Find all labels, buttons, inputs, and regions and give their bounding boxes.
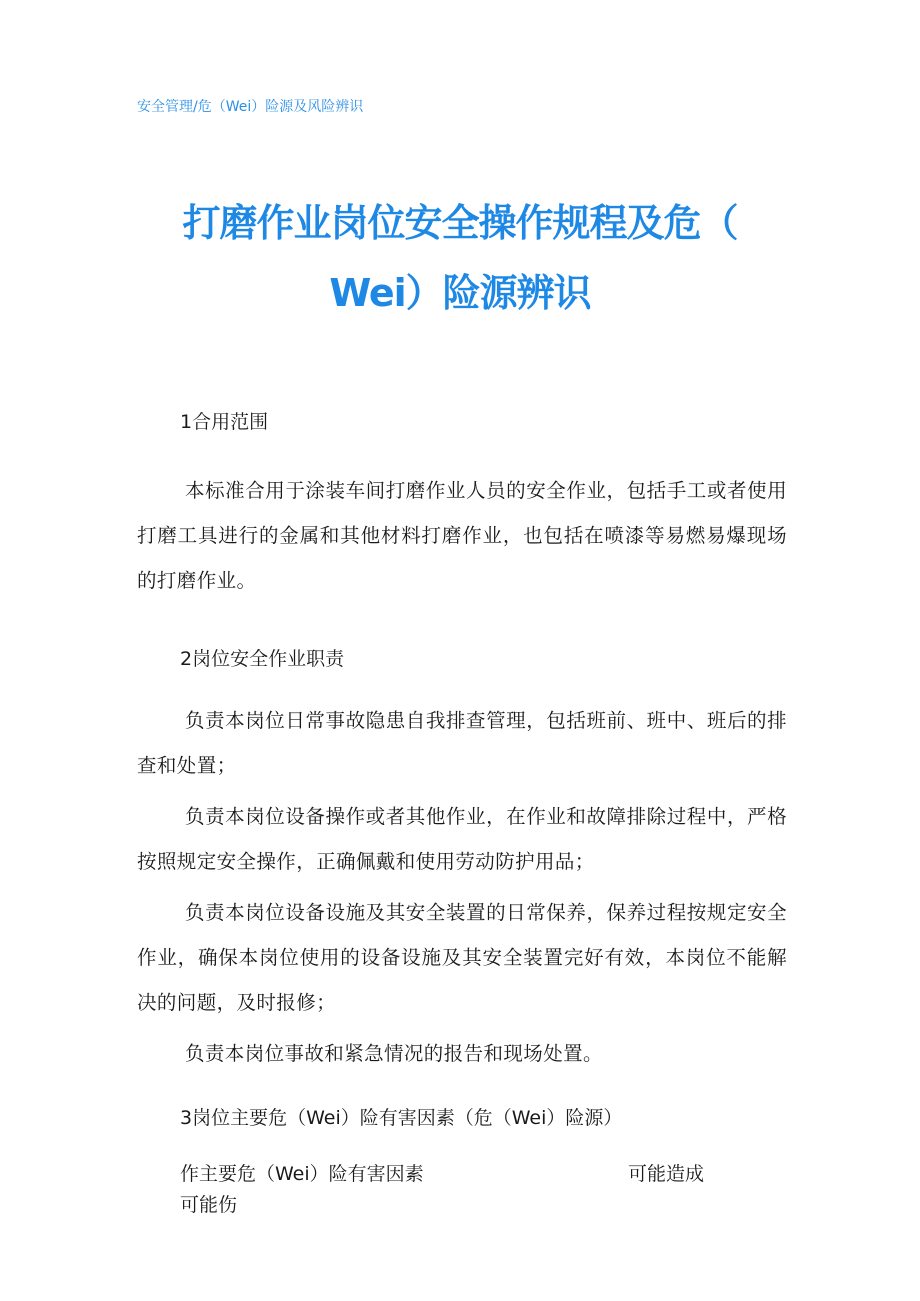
document-title-line2: Wei）险源辨识 <box>329 271 591 315</box>
section-1-heading: 1合用范围 <box>180 411 269 433</box>
table-header-consequence: 可能造成 <box>628 1163 705 1185</box>
section-2-item-2: 负责本岗位设备操作或者其他作业，在作业和故障排除过程中，严格按照规定安全操作，正确佩戴和使用劳动防护用品； <box>137 805 787 873</box>
table-header-injury: 可能伤 <box>180 1194 238 1216</box>
section-2-heading: 2岗位安全作业职责 <box>180 648 345 670</box>
section-3-heading: 3岗位主要危（Wei）险有害因素（危（Wei）险源） <box>180 1107 623 1129</box>
document-title-line1: 打磨作业岗位安全操作规程及危（ <box>182 201 738 245</box>
breadcrumb: 安全管理/危（Wei）险源及风险辨识 <box>137 99 364 115</box>
section-2-item-4: 负责本岗位事故和紧急情况的报告和现场处置。 <box>185 1042 603 1065</box>
section-1-body: 本标准合用于涂装车间打磨作业人员的安全作业，包括手工或者使用打磨工具进行的金属和其他材料打磨作业，也包括在喷漆等易燃易爆现场的打磨作业。 <box>137 479 787 592</box>
section-2-item-1: 负责本岗位日常事故隐患自我排查管理，包括班前、班中、班后的排查和处置； <box>137 709 787 777</box>
table-header-hazards: 作主要危（Wei）险有害因素 <box>180 1163 424 1185</box>
section-2-item-3: 负责本岗位设备设施及其安全装置的日常保养，保养过程按规定安全作业，确保本岗位使用的设备设施及其安全装置完好有效，本岗位不能解决的问题，及时报修； <box>137 901 787 1014</box>
